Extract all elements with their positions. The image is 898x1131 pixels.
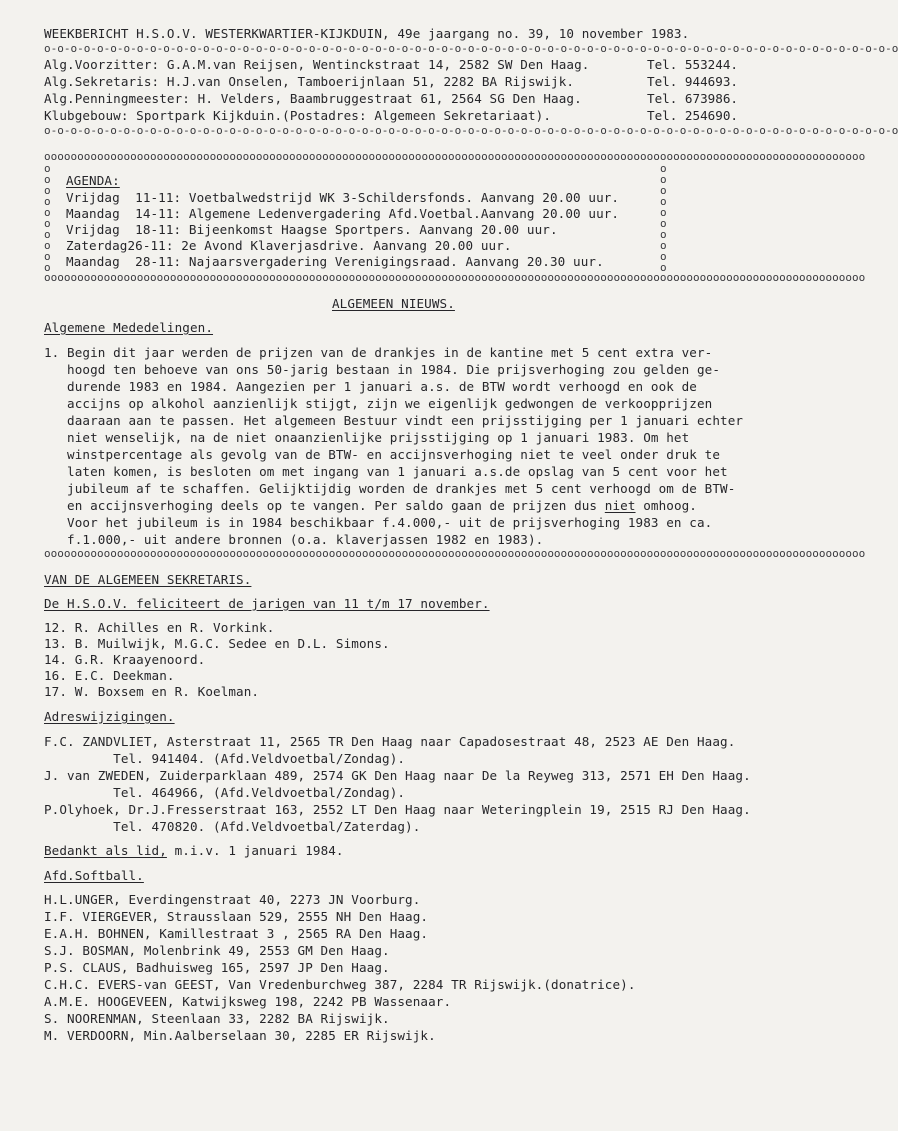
softball-member: C.H.C. EVERS-van GEEST, Van Vredenburchweg 387, 2284 TR Rijswijk.(donatrice).: [44, 977, 636, 992]
dashed-rule-bottom: o-o-o-o-o-o-o-o-o-o-o-o-o-o-o-o-o-o-o-o-o-o-o-o-o-o-o-o-o-o-o-o-o-o-o-o-o-o-o-o-o-o-o-o-o-o-o-o-o-o-o-o-o-o-o-o-o-o-o-o-o-o-o-o-o: [44, 124, 898, 137]
contact-treasurer-phone: Tel. 673986.: [647, 91, 738, 106]
birthday-item: 16. E.C. Deekman.: [44, 668, 175, 683]
paragraph-line: f.1.000,- uit andere bronnen (o.a. klaverjassen 1982 en 1983).: [44, 532, 544, 547]
agenda-item: Maandag 28-11: Najaarsvergadering Verenigingsraad. Aanvang 20.30 uur.: [66, 254, 604, 269]
softball-member: S.J. BOSMAN, Molenbrink 49, 2553 GM Den Haag.: [44, 943, 390, 958]
birthday-item: 17. W. Boxsem en R. Koelman.: [44, 684, 260, 699]
address-change: Tel. 941404. (Afd.Veldvoetbal/Zondag).: [44, 751, 406, 766]
agenda-border-top: oooooooooooooooooooooooooooooooooooooooooooooooooooooooooooooooooooooooooooooooooooooooooooooooooooooooooooooooooooooooooooo: [44, 150, 866, 163]
paragraph-line: jubileum af te schaffen. Gelijktijdig worden de drankjes met 5 cent verhoogd om de BTW-: [44, 481, 736, 496]
paragraph-line: laten komen, is besloten om met ingang van 1 januari a.s.de opslag van 5 cent voor het: [44, 464, 728, 479]
paragraph-line: Voor het jubileum is in 1984 beschikbaar f.4.000,- uit de prijsverhoging 1983 en ca.: [44, 515, 713, 530]
softball-member: A.M.E. HOOGEVEEN, Katwijksweg 198, 2242 PB Wassenaar.: [44, 994, 452, 1009]
section-heading-secretary: VAN DE ALGEMEEN SEKRETARIS.: [44, 572, 252, 587]
agenda-item: Vrijdag 18-11: Bijeenkomst Haagse Sportpers. Aanvang 20.00 uur.: [66, 222, 558, 237]
paragraph-line: hoogd ten behoeve van ons 50-jarig bestaan in 1984. Die prijsverhoging zou gelden ge-: [44, 362, 721, 377]
paragraph-line: accijns op alkohol aanzienlijk stijgt, zijn we eigenlijk gedwongen de verkoopprijzen: [44, 396, 713, 411]
contact-clubhouse: Klubgebouw: Sportpark Kijkduin.(Postadres: Algemeen Sekretariaat).: [44, 108, 552, 123]
paragraph-line: niet wenselijk, na de niet onaanzienlijke prijsstijging op 1 januari 1983. Om het: [44, 430, 690, 445]
agenda-title: AGENDA:: [66, 173, 120, 188]
softball-heading: Afd.Softball.: [44, 868, 144, 883]
section-divider: oooooooooooooooooooooooooooooooooooooooooooooooooooooooooooooooooooooooooooooooooooooooooooooooooooooooooooooooooooooooooooo: [44, 547, 866, 560]
address-change: P.Olyhoek, Dr.J.Fresserstraat 163, 2552 LT Den Haag naar Weteringplein 19, 2515 RJ Den Haag.: [44, 802, 751, 817]
softball-member: P.S. CLAUS, Badhuisweg 165, 2597 JP Den Haag.: [44, 960, 390, 975]
contact-chairman: Alg.Voorzitter: G.A.M.van Reijsen, Wentinckstraat 14, 2582 SW Den Haag.: [44, 57, 590, 72]
paragraph-line: 1. Begin dit jaar werden de prijzen van de drankjes in de kantine met 5 cent extra ver-: [44, 345, 713, 360]
contact-clubhouse-phone: Tel. 254690.: [647, 108, 738, 123]
emphasis-not: niet: [604, 498, 636, 513]
address-change: Tel. 470820. (Afd.Veldvoetbal/Zaterdag).: [44, 819, 421, 834]
softball-member: M. VERDOORN, Min.Aalberselaan 30, 2285 ER Rijswijk.: [44, 1028, 436, 1043]
softball-member: S. NOORENMAN, Steenlaan 33, 2282 BA Rijswijk.: [44, 1011, 390, 1026]
paragraph-line-emphasis: [44, 498, 697, 513]
birthday-item: 14. G.R. Kraayenoord.: [44, 652, 206, 667]
address-change: J. van ZWEDEN, Zuiderparklaan 489, 2574 GK Den Haag naar De la Reyweg 313, 2571 EH Den Haag.: [44, 768, 751, 783]
softball-member: I.F. VIERGEVER, Strausslaan 529, 2555 NH Den Haag.: [44, 909, 429, 924]
paragraph-line: daaraan aan te passen. Het algemeen Bestuur vindt een prijsstijging per 1 januari echter: [44, 413, 744, 428]
resigned-line: [44, 843, 344, 858]
resigned-heading: Bedankt als lid,: [44, 843, 167, 858]
address-change: Tel. 464966, (Afd.Veldvoetbal/Zondag).: [44, 785, 406, 800]
contact-secretary: Alg.Sekretaris: H.J.van Onselen, Tamboerijnlaan 51, 2282 BA Rijswijk.: [44, 74, 575, 89]
contact-chairman-phone: Tel. 553244.: [647, 57, 738, 72]
section-heading-general-news: ALGEMEEN NIEUWS.: [332, 296, 455, 311]
paragraph-line: winstpercentage als gevolg van de BTW- en accijnsverhoging niet te veel onder druk te: [44, 447, 721, 462]
birthday-item: 13. B. Muilwijk, M.G.C. Sedee en D.L. Simons.: [44, 636, 390, 651]
paragraph-line-text: en accijnsverhoging deels op te vangen. Per saldo gaan de prijzen dus: [44, 498, 605, 513]
birthday-item: 12. R. Achilles en R. Vorkink.: [44, 620, 275, 635]
softball-member: H.L.UNGER, Everdingenstraat 40, 2273 JN Voorburg.: [44, 892, 421, 907]
agenda-border-left: o o o o o o o o o o: [44, 162, 51, 274]
newsletter-title: WEEKBERICHT H.S.O.V. WESTERKWARTIER-KIJKDUIN, 49e jaargang no. 39, 10 november 1983.: [44, 26, 690, 41]
agenda-border-right: o o o o o o o o o o: [660, 162, 667, 274]
contact-treasurer: Alg.Penningmeester: H. Velders, Baambruggestraat 61, 2564 SG Den Haag.: [44, 91, 582, 106]
paragraph-line: durende 1983 en 1984. Aangezien per 1 januari a.s. de BTW wordt verhoogd en ook de: [44, 379, 697, 394]
agenda-item: Maandag 14-11: Algemene Ledenvergadering Afd.Voetbal.Aanvang 20.00 uur.: [66, 206, 620, 221]
address-heading: Adreswijzigingen.: [44, 709, 175, 724]
birthday-heading: De H.S.O.V. feliciteert de jarigen van 11 t/m 17 november.: [44, 596, 490, 611]
address-change: F.C. ZANDVLIET, Asterstraat 11, 2565 TR Den Haag naar Capadosestraat 48, 2523 AE Den Haag.: [44, 734, 736, 749]
agenda-border-bottom: oooooooooooooooooooooooooooooooooooooooooooooooooooooooooooooooooooooooooooooooooooooooooooooooooooooooooooooooooooooooooooo: [44, 271, 866, 284]
agenda-item: Zaterdag26-11: 2e Avond Klaverjasdrive. Aanvang 20.00 uur.: [66, 238, 512, 253]
paragraph-line-tail: omhoog.: [635, 498, 697, 513]
resigned-tail: m.i.v. 1 januari 1984.: [166, 843, 344, 858]
contact-secretary-phone: Tel. 944693.: [647, 74, 738, 89]
agenda-item: Vrijdag 11-11: Voetbalwedstrijd WK 3-Schildersfonds. Aanvang 20.00 uur.: [66, 190, 620, 205]
subheading-announcements: Algemene Mededelingen.: [44, 320, 214, 335]
dashed-rule-top: o-o-o-o-o-o-o-o-o-o-o-o-o-o-o-o-o-o-o-o-o-o-o-o-o-o-o-o-o-o-o-o-o-o-o-o-o-o-o-o-o-o-o-o-o-o-o-o-o-o-o-o-o-o-o-o-o-o-o-o-o-o-o-o-o: [44, 42, 898, 55]
softball-member: E.A.H. BOHNEN, Kamillestraat 3 , 2565 RA Den Haag.: [44, 926, 429, 941]
